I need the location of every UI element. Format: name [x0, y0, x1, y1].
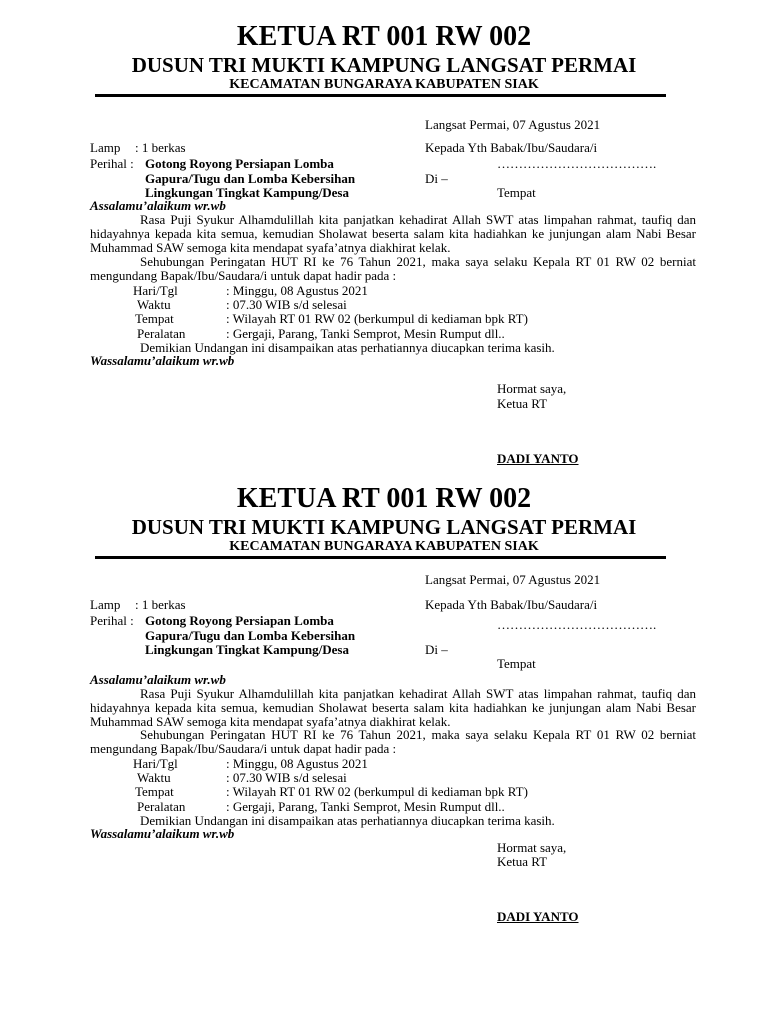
letterhead-divider: [95, 94, 666, 97]
lamp-value: : 1 berkas: [135, 597, 186, 612]
perihal-label: Perihal :: [90, 156, 134, 171]
detail-value: : Minggu, 08 Agustus 2021: [226, 756, 368, 771]
invitation-letter-2: [0, 462, 768, 924]
signature-regards: Hormat saya,: [497, 381, 567, 396]
recipient-dots: ……………………………….: [497, 156, 657, 171]
perihal-line: Gapura/Tugu dan Lomba Kebersihan: [145, 171, 356, 186]
perihal-line: Lingkungan Tingkat Kampung/Desa: [145, 642, 349, 657]
paragraph-opening: [90, 213, 696, 255]
detail-label: Hari/Tgl: [133, 283, 178, 298]
paragraph-invitation-text: Sehubungan Peringatan HUT RI ke 76 Tahun 2021, maka saya selaku Kepala RT 01 RW 02 berniat mengundang Bapak/Ibu/Saudara/i untuk dapat hadir pada :: [90, 254, 696, 283]
perihal-label: Perihal :: [90, 613, 134, 628]
greeting: Assalamu’alaikum wr.wb: [90, 198, 226, 213]
detail-label: Hari/Tgl: [133, 756, 178, 771]
invitation-letter-1: [0, 0, 768, 466]
letterhead-subtitle: DUSUN TRI MUKTI KAMPUNG LANGSAT PERMAI: [131, 515, 637, 539]
perihal-line: Gotong Royong Persiapan Lomba: [145, 156, 334, 171]
paragraph-invitation: [90, 255, 696, 283]
detail-label: Tempat: [135, 784, 174, 799]
farewell: Wassalamu’alaikum wr.wb: [90, 826, 235, 841]
signature-role: Ketua RT: [497, 854, 548, 869]
letterhead-divider: [95, 556, 666, 559]
detail-value: : Gergaji, Parang, Tanki Semprot, Mesin Rumput dll..: [226, 799, 505, 814]
recipient-di: Di –: [425, 171, 448, 186]
signature-name: DADI YANTO: [497, 909, 579, 924]
perihal-line: Gapura/Tugu dan Lomba Kebersihan: [145, 628, 356, 643]
recipient-kepada: Kepada Yth Babak/Ibu/Saudara/i: [425, 140, 598, 155]
lamp-label: Lamp: [90, 140, 121, 155]
letterhead-title: KETUA RT 001 RW 002: [236, 483, 532, 514]
detail-label: Waktu: [137, 297, 171, 312]
signature-name: DADI YANTO: [497, 451, 579, 466]
detail-value: : Wilayah RT 01 RW 02 (berkumpul di kediaman bpk RT): [226, 311, 528, 326]
recipient-tempat: Tempat: [497, 185, 536, 200]
detail-value: : Minggu, 08 Agustus 2021: [226, 283, 368, 298]
detail-label: Tempat: [135, 311, 174, 326]
detail-value: : Wilayah RT 01 RW 02 (berkumpul di kediaman bpk RT): [226, 784, 528, 799]
perihal-line: Lingkungan Tingkat Kampung/Desa: [145, 185, 349, 200]
recipient-di: Di –: [425, 642, 448, 657]
detail-label: Peralatan: [137, 326, 186, 341]
recipient-kepada: Kepada Yth Babak/Ibu/Saudara/i: [425, 597, 598, 612]
recipient-tempat: Tempat: [497, 656, 536, 671]
lamp-label: Lamp: [90, 597, 121, 612]
paragraph-opening-text: Rasa Puji Syukur Alhamdulillah kita panjatkan kehadirat Allah SWT atas limpahan rahmat, taufiq dan hidayahnya kepada kita semua, kemudian Sholawat beserta salam kita hadiahkan ke junjungan alam Nabi Besar Muhammad SAW semoga kita mendapat syafa’atnya diakhirat kelak.: [90, 686, 696, 729]
paragraph-invitation-text: Sehubungan Peringatan HUT RI ke 76 Tahun 2021, maka saya selaku Kepala RT 01 RW 02 berniat mengundang Bapak/Ibu/Saudara/i untuk dapat hadir pada :: [90, 727, 696, 756]
detail-label: Peralatan: [137, 799, 186, 814]
detail-value: : 07.30 WIB s/d selesai: [226, 297, 347, 312]
letterhead-title: KETUA RT 001 RW 002: [236, 21, 532, 52]
closing-line: Demikian Undangan ini disampaikan atas perhatiannya diucapkan terima kasih.: [140, 813, 555, 828]
letter-date: Langsat Permai, 07 Agustus 2021: [425, 572, 601, 587]
detail-value: : Gergaji, Parang, Tanki Semprot, Mesin Rumput dll..: [226, 326, 505, 341]
closing-line: Demikian Undangan ini disampaikan atas perhatiannya diucapkan terima kasih.: [140, 340, 555, 355]
paragraph-opening: [90, 687, 696, 729]
letterhead-district: KECAMATAN BUNGARAYA KABUPATEN SIAK: [229, 77, 539, 92]
greeting: Assalamu’alaikum wr.wb: [90, 672, 226, 687]
paragraph-opening-text: Rasa Puji Syukur Alhamdulillah kita panjatkan kehadirat Allah SWT atas limpahan rahmat, taufiq dan hidayahnya kepada kita semua, kemudian Sholawat beserta salam kita hadiahkan ke junjungan alam Nabi Besar Muhammad SAW semoga kita mendapat syafa’atnya diakhirat kelak.: [90, 212, 696, 255]
signature-role: Ketua RT: [497, 396, 548, 411]
farewell: Wassalamu’alaikum wr.wb: [90, 353, 235, 368]
letterhead-district: KECAMATAN BUNGARAYA KABUPATEN SIAK: [229, 539, 539, 554]
letterhead-subtitle: DUSUN TRI MUKTI KAMPUNG LANGSAT PERMAI: [131, 53, 637, 77]
lamp-value: : 1 berkas: [135, 140, 186, 155]
detail-value: : 07.30 WIB s/d selesai: [226, 770, 347, 785]
perihal-line: Gotong Royong Persiapan Lomba: [145, 613, 334, 628]
signature-regards: Hormat saya,: [497, 840, 567, 855]
detail-label: Waktu: [137, 770, 171, 785]
recipient-dots: ……………………………….: [497, 617, 657, 632]
letter-date: Langsat Permai, 07 Agustus 2021: [425, 117, 601, 132]
paragraph-invitation: [90, 728, 696, 756]
